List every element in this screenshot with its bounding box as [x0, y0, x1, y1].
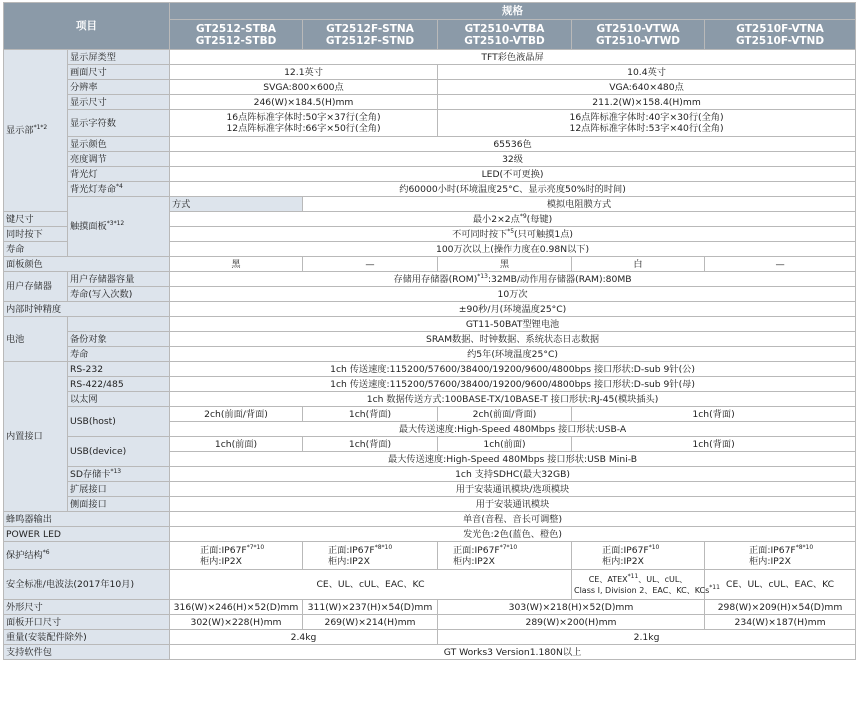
protection-3: 正面$:IP67F^{*7*10}$ 柜内:IP2X — [438, 542, 572, 570]
touch-life-value: 100万次以上(操作力度在0.98N以下) — [170, 242, 856, 257]
safety-value-2: CE、ATEX$^{*11}$、UL、cUL、 Class Ⅰ, Division 2、EAC、KC、KCs$^{*11}$ — [572, 570, 705, 600]
outer-dim-3: 303(W)×218(H)×52(D)mm — [438, 600, 705, 615]
ethernet-value: 1ch 数据传送方式:100BASE-TX/10BASE-T 接口形状:RJ-45(模块插头) — [170, 392, 856, 407]
rs232-value: 1ch 传送速度:115200/57600/38400/19200/9600/4800bps 接口形状:D-sub 9针(公) — [170, 362, 856, 377]
buzzer-label: 蜂鸣器输出 — [4, 512, 170, 527]
resolution-svga: SVGA:800×600点 — [170, 80, 438, 95]
display-chars-label: 显示字符数 — [68, 110, 170, 137]
resolution-vga: VGA:640×480点 — [438, 80, 856, 95]
battery-life-label: 寿命 — [68, 347, 170, 362]
safety-label: 安全标准/电波法(2017年10月) — [4, 570, 170, 600]
ethernet-label: 以太网 — [68, 392, 170, 407]
backlight-label: 背光灯 — [68, 167, 170, 182]
storage-life-value: 10万次 — [170, 287, 856, 302]
software-value: GT Works3 Version1.180N以上 — [170, 645, 856, 660]
storage-life-label: 寿命(写入次数) — [68, 287, 170, 302]
display-color-value: 65536色 — [170, 137, 856, 152]
safety-value-3: CE、UL、cUL、EAC、KC — [705, 570, 856, 600]
model-col-5: GT2510F-VTNA GT2510F-VTND — [705, 20, 856, 50]
usb-device-4: 1ch(背面) — [572, 437, 856, 452]
cutout-2: 269(W)×214(H)mm — [303, 615, 438, 630]
touch-method-value: 模拟电阻膜方式 — [303, 197, 856, 212]
cutout-label: 面板开口尺寸 — [4, 615, 170, 630]
backlight-life-value: 约60000小时(环境温度25°C、显示亮度50%时的时间) — [170, 182, 856, 197]
protection-1: 正面$:IP67F^{*7*10}$ 柜内:IP2X — [170, 542, 303, 570]
power-led-label: POWER LED — [4, 527, 170, 542]
ext-interface-label: 扩展接口 — [68, 482, 170, 497]
clock-value: ±90秒/月(环境温度25°C) — [170, 302, 856, 317]
panel-color-3: 黑 — [438, 257, 572, 272]
screen-size-10: 10.4英寸 — [438, 65, 856, 80]
display-dim-12: 246(W)×184.5(H)mm — [170, 95, 438, 110]
spec-table — [3, 2, 856, 660]
side-interface-value: 用于安装通讯模块 — [170, 497, 856, 512]
usb-host-4: 1ch(背面) — [572, 407, 856, 422]
safety-value-1: CE、UL、cUL、EAC、KC — [170, 570, 572, 600]
rs422-value: 1ch 传送速度:115200/57600/38400/19200/9600/4800bps 接口形状:D-sub 9针(母) — [170, 377, 856, 392]
battery-life-value: 约5年(环境温度25°C) — [170, 347, 856, 362]
panel-color-1: 黑 — [170, 257, 303, 272]
touch-life-label: 寿命 — [4, 242, 68, 257]
header-item: 项目 — [4, 3, 170, 50]
storage-capacity-label: 用户存储器容量 — [68, 272, 170, 287]
buzzer-value: 单音(音程、音长可调整) — [170, 512, 856, 527]
usb-host-2: 1ch(背面) — [303, 407, 438, 422]
usb-host-speed: 最大传送速度:High-Speed 480Mbps 接口形状:USB-A — [170, 422, 856, 437]
display-chars-12: 16点阵标准字体时:50字×37行(全角) 12点阵标准字体时:66字×50行(全角) — [170, 110, 438, 137]
usb-device-2: 1ch(背面) — [303, 437, 438, 452]
panel-color-2: — — [303, 257, 438, 272]
backlight-value: LED(不可更换) — [170, 167, 856, 182]
model-col-2: GT2512F-STNA GT2512F-STND — [303, 20, 438, 50]
usb-device-3: 1ch(前面) — [438, 437, 572, 452]
simul-press-label: 同时按下 — [4, 227, 68, 242]
backup-target-label: 备份对象 — [68, 332, 170, 347]
screen-size-label: 画面尺寸 — [68, 65, 170, 80]
user-storage-category: 用户存储器 — [4, 272, 68, 302]
display-type-value: TFT彩色液晶屏 — [170, 50, 856, 65]
outer-dim-2: 311(W)×237(H)×54(D)mm — [303, 600, 438, 615]
weight-12: 2.4kg — [170, 630, 438, 645]
protection-2: 正面$:IP67F^{*8*10}$ 柜内:IP2X — [303, 542, 438, 570]
interfaces-category: 内置接口 — [4, 362, 68, 512]
display-category: 显示部$^{*1*2}$ — [4, 50, 68, 212]
model-col-3: GT2510-VTBA GT2510-VTBD — [438, 20, 572, 50]
weight-10: 2.1kg — [438, 630, 856, 645]
sd-card-value: 1ch 支持SDHC(最大32GB) — [170, 467, 856, 482]
display-dim-label: 显示尺寸 — [68, 95, 170, 110]
key-size-label: 键尺寸 — [4, 212, 68, 227]
outer-dim-1: 316(W)×246(H)×52(D)mm — [170, 600, 303, 615]
weight-label: 重量(安装配件除外) — [4, 630, 170, 645]
outer-dim-4: 298(W)×209(H)×54(D)mm — [705, 600, 856, 615]
usb-device-label: USB(device) — [68, 437, 170, 467]
battery-model-label — [68, 317, 170, 332]
clock-label: 内部时钟精度 — [4, 302, 170, 317]
panel-color-5: — — [705, 257, 856, 272]
storage-capacity-value: 存储用存储器(ROM)$^{*13}$:32MB/动作用存储器(RAM):80MB — [170, 272, 856, 287]
cutout-3: 289(W)×200(H)mm — [438, 615, 705, 630]
touch-method-label: 方式 — [170, 197, 303, 212]
display-dim-10: 211.2(W)×158.4(H)mm — [438, 95, 856, 110]
battery-category: 电池 — [4, 317, 68, 362]
cutout-1: 302(W)×228(H)mm — [170, 615, 303, 630]
usb-device-speed: 最大传送速度:High-Speed 480Mbps 接口形状:USB Mini-B — [170, 452, 856, 467]
usb-host-1: 2ch(前面/背面) — [170, 407, 303, 422]
usb-host-label: USB(host) — [68, 407, 170, 437]
rs422-label: RS-422/485 — [68, 377, 170, 392]
power-led-value: 发光色:2色(蓝色、橙色) — [170, 527, 856, 542]
usb-device-1: 1ch(前面) — [170, 437, 303, 452]
sd-card-label: SD存储卡$^{*13}$ — [68, 467, 170, 482]
rs232-label: RS-232 — [68, 362, 170, 377]
protection-label: 保护结构$^{*6}$ — [4, 542, 170, 570]
outer-dim-label: 外形尺寸 — [4, 600, 170, 615]
resolution-label: 分辨率 — [68, 80, 170, 95]
key-size-value: 最小2×2点$^{*9}$(每键) — [170, 212, 856, 227]
display-color-label: 显示颜色 — [68, 137, 170, 152]
brightness-label: 亮度调节 — [68, 152, 170, 167]
panel-color-4: 白 — [572, 257, 705, 272]
display-type-label: 显示屏类型 — [68, 50, 170, 65]
simul-press-value: 不可同时按下$^{*5}$(只可触摸1点) — [170, 227, 856, 242]
model-col-4: GT2510-VTWA GT2510-VTWD — [572, 20, 705, 50]
software-label: 支持软件包 — [4, 645, 170, 660]
touch-category: 触摸面板$^{*3*12}$ — [68, 197, 170, 257]
display-chars-10: 16点阵标准字体时:40字×30行(全角) 12点阵标准字体时:53字×40行(全角) — [438, 110, 856, 137]
battery-model-value: GT11-50BAT型锂电池 — [170, 317, 856, 332]
header-spec: 规格 — [170, 3, 856, 20]
backlight-life-label: 背光灯寿命$^{*4}$ — [68, 182, 170, 197]
usb-host-3: 2ch(前面/背面) — [438, 407, 572, 422]
screen-size-12: 12.1英寸 — [170, 65, 438, 80]
protection-5: 正面$:IP67F^{*8*10}$ 柜内:IP2X — [705, 542, 856, 570]
brightness-value: 32级 — [170, 152, 856, 167]
ext-interface-value: 用于安装通讯模块/选项模块 — [170, 482, 856, 497]
backup-target-value: SRAM数据、时钟数据、系统状态日志数据 — [170, 332, 856, 347]
panel-color-label: 面板颜色 — [4, 257, 170, 272]
side-interface-label: 侧面接口 — [68, 497, 170, 512]
model-col-1: GT2512-STBA GT2512-STBD — [170, 20, 303, 50]
protection-4: 正面$:IP67F^{*10}$ 柜内:IP2X — [572, 542, 705, 570]
cutout-4: 234(W)×187(H)mm — [705, 615, 856, 630]
